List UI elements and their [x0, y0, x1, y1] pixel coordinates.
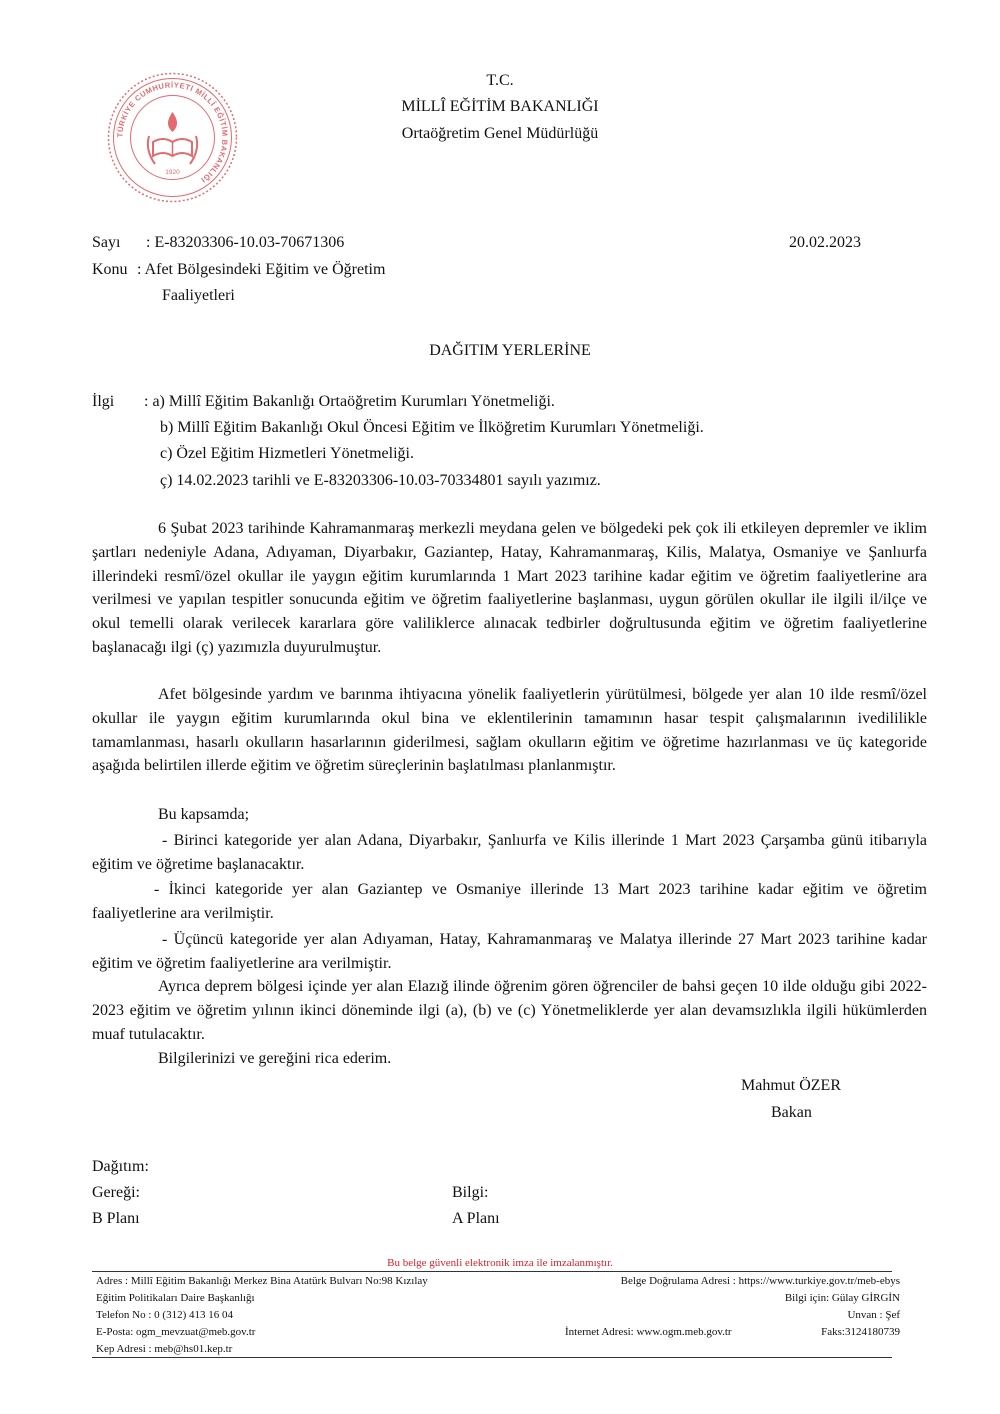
- footer-divider-bottom: [92, 1357, 892, 1358]
- footer-fax: Faks:3124180739: [821, 1326, 900, 1338]
- header-tc: T.C.: [486, 72, 514, 89]
- body-paragraph-3: Bu kapsamda;: [158, 806, 250, 823]
- ilgi-item: : a) Millî Eğitim Bakanlığı Ortaöğretim Kurumları Yönetmeliği.: [144, 393, 555, 410]
- svg-text:1920: 1920: [165, 169, 180, 176]
- footer-contact: Bilgi için: Gülay GİRGİN: [784, 1292, 900, 1304]
- ilgi-item: c) Özel Eğitim Hizmetleri Yönetmeliği.: [160, 445, 414, 462]
- footer-phone: Telefon No : 0 (312) 413 16 04: [96, 1309, 234, 1321]
- body-paragraph-2: Afet bölgesinde yardım ve barınma ihtiyacına yönelik faaliyetlerin yürütülmesi, bölgede yer alan 10 ilde resmî/özel okullar ile yaygın eğitim kurumlarında okul bina ve eklentilerinin tamamının hasar tespit çalışmalarının ivedililikle tamamlanması, hasarlı okulların hasarlarının giderilmesi, sağlam okulların eğitim ve öğretime hazırlanması ve üç kategoride aşağıda belirtilen illerde eğitim ve öğretim süreçlerinin başlatılması planlanmıştır.: [92, 686, 927, 775]
- body-paragraph-5: Bilgilerinizi ve gereğini rica ederim.: [158, 1050, 392, 1067]
- distribution-geregi-label: Gereği:: [92, 1184, 140, 1201]
- distribution-geregi-value: B Planı: [92, 1210, 140, 1227]
- konu-label: Konu: [92, 261, 128, 278]
- header-ministry: MİLLÎ EĞİTİM BAKANLIĞI: [401, 98, 599, 115]
- footer-email: E-Posta: ogm_mevzuat@meb.gov.tr: [96, 1326, 256, 1338]
- esign-notice: Bu belge güvenli elektronik imza ile imzalanmıştır.: [387, 1257, 613, 1269]
- konu-value-cont: Faaliyetleri: [162, 287, 235, 304]
- bullet-category-2: - İkinci kategoride yer alan Gaziantep ve Osmaniye illerinde 13 Mart 2023 tarihine kadar eğitim ve öğretim faaliyetlerine ara verilmiştir.: [92, 881, 927, 922]
- distribution-title: Dağıtım:: [92, 1158, 149, 1175]
- footer-unvan: Unvan : Şef: [847, 1309, 900, 1321]
- svg-text:TÜRKİYE CUMHURİYETİ MİLLÎ EĞİT: TÜRKİYE CUMHURİYETİ MİLLÎ EĞİTİM BAKANLIĞI: [115, 80, 230, 185]
- signer-title: Bakan: [771, 1104, 812, 1121]
- body-paragraph-4: Ayrıca deprem bölgesi içinde yer alan Elazığ ilinde öğrenim gören öğrenciler de bahsi geçen 10 ilde olduğu gibi 2022-2023 eğitim ve öğretim yılının ikinci döneminde ilgi (a), (b) ve (c) Yönetmeliklerde yer alan devamsızlıkla ilgili hükümlerden muaf tutulacaktır.: [92, 978, 927, 1043]
- distribution-bilgi-value: A Planı: [452, 1210, 500, 1227]
- ilgi-item: ç) 14.02.2023 tarihli ve E-83203306-10.03-70334801 sayılı yazımız.: [160, 472, 601, 489]
- bullet-category-1: - Birinci kategoride yer alan Adana, Diyarbakır, Şanlıurfa ve Kilis illerinde 1 Mart 2023 Çarşamba günü itibarıyla eğitim ve öğretime başlanacaktır.: [92, 832, 927, 873]
- ilgi-item: b) Millî Eğitim Bakanlığı Okul Öncesi Eğitim ve İlköğretim Kurumları Yönetmeliği.: [160, 419, 704, 436]
- footer-divider: [92, 1271, 892, 1272]
- sayi-value: : E-83203306-10.03-70671306: [146, 234, 345, 251]
- bullet-category-3: - Üçüncü kategoride yer alan Adıyaman, Hatay, Kahramanmaraş ve Malatya illerinde 27 Mart 2023 tarihine kadar eğitim ve öğretim faaliyetlerine ara verilmiştir.: [92, 931, 927, 972]
- footer-kep: Kep Adresi : meb@hs01.kep.tr: [96, 1343, 233, 1355]
- footer-verify-url: Belge Doğrulama Adresi : https://www.turkiye.gov.tr/meb-ebys: [620, 1275, 900, 1287]
- ilgi-label: İlgi: [92, 393, 115, 410]
- footer-internet: İnternet Adresi: www.ogm.meb.gov.tr: [565, 1326, 732, 1338]
- sayi-label: Sayı: [92, 234, 121, 251]
- footer-address: Adres : Millî Eğitim Bakanlığı Merkez Bina Atatürk Bulvarı No:98 Kızılay: [96, 1275, 428, 1287]
- body-paragraph-1: 6 Şubat 2023 tarihinde Kahramanmaraş merkezli meydana gelen ve bölgedeki pek çok ili etkileyen depremler ve iklim şartları nedeniyle Adana, Adıyaman, Diyarbakır, Gaziantep, Hatay, Kahramanmaraş, Kilis, Malatya, Osmaniye ve Şanlıurfa illerindeki resmî/özel okullar ile yaygın eğitim kurumlarında 1 Mart 2023 tarihine kadar eğitim ve öğretim faaliyetlerine ara verilmesi ve yapılan tespitler sonucunda eğitim ve öğretim faaliyetlerine başlanması, uygun görülen okullar ile ilgili il/ilçe ve okul temelli olarak verilecek kararlara göre valiliklerce alınacak tedbirler doğrultusunda eğitim ve öğretim faaliyetlerine başlanacağı ilgi (ç) yazımızla duyurulmuştur.: [92, 520, 927, 656]
- recipient: DAĞITIM YERLERİNE: [429, 342, 591, 359]
- distribution-bilgi-label: Bilgi:: [452, 1184, 489, 1201]
- footer-department: Eğitim Politikaları Daire Başkanlığı: [96, 1292, 255, 1304]
- document-date: 20.02.2023: [789, 234, 861, 251]
- konu-value: : Afet Bölgesindeki Eğitim ve Öğretim: [137, 261, 386, 278]
- header-directorate: Ortaöğretim Genel Müdürlüğü: [401, 125, 599, 142]
- signer-name: Mahmut ÖZER: [741, 1077, 841, 1094]
